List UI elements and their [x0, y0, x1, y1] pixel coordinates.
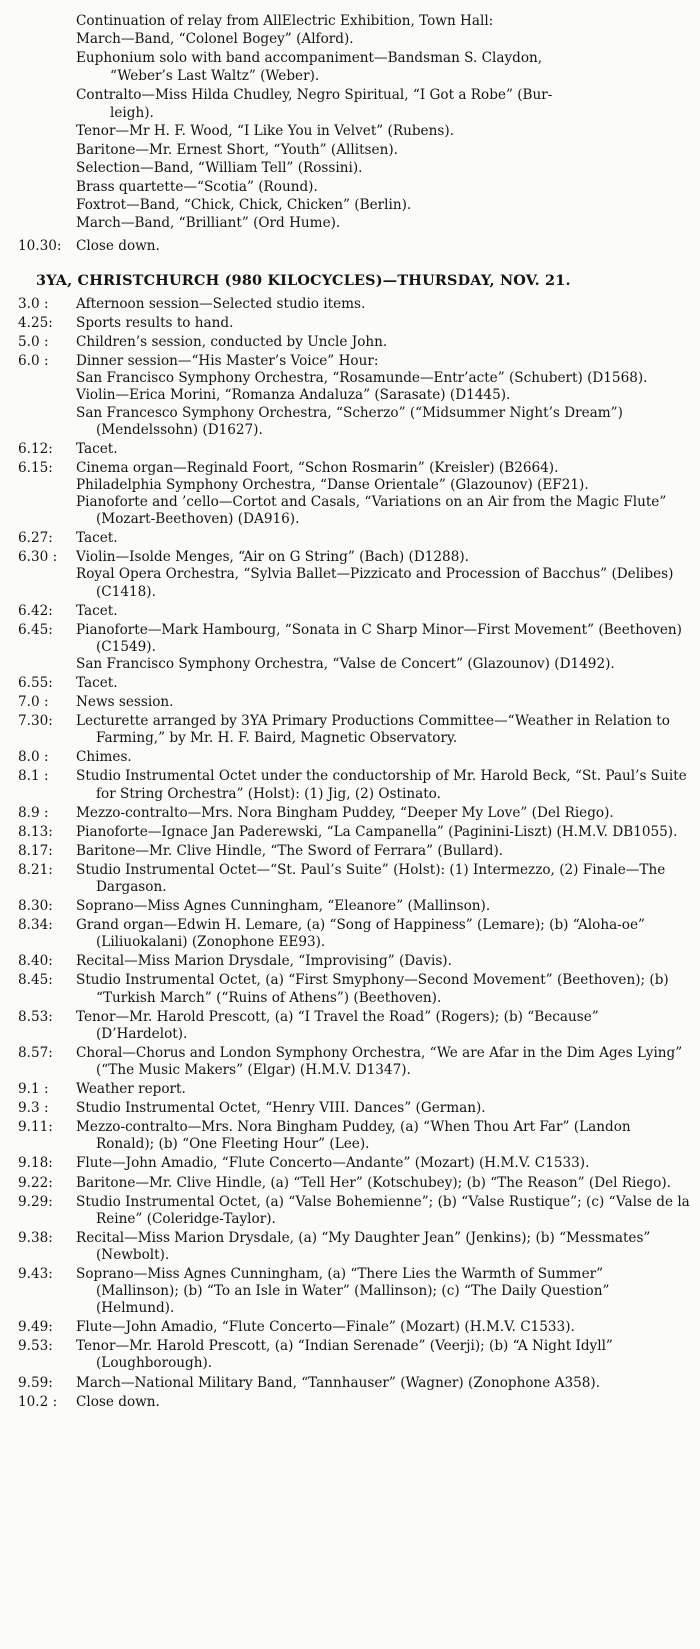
entry-body — [76, 1009, 690, 1043]
entry-time: 6.27: — [18, 530, 53, 547]
entry-time: 6.30 : — [18, 549, 58, 566]
schedule-entry — [18, 972, 690, 1006]
entry-time: 9.49: — [18, 1319, 53, 1336]
entry-paragraph: San Francisco Symphony Orchestra, “Rosamunde—Entr’acte” (Schubert) (D1568). — [76, 370, 648, 387]
schedule-entry — [18, 824, 690, 841]
entry-body — [76, 1230, 690, 1264]
entry-paragraph: Philadelphia Symphony Orchestra, “Danse Orientale” (Glazounov) (EF21). — [76, 476, 589, 493]
entry-body — [76, 1119, 690, 1153]
entry-paragraph: Tacet. — [76, 440, 118, 457]
entry-paragraph: Lecturette arranged by 3YA Primary Productions Committee—“Weather in Relation to Farming,” by Mr. H. F. Baird, Magnetic Observatory. — [76, 713, 670, 747]
entry-time: 7.0 : — [18, 694, 49, 711]
entry-body — [76, 296, 690, 313]
program-schedule — [18, 296, 690, 1413]
entry-time: 8.17: — [18, 842, 53, 859]
entry-paragraph: Pianoforte and ’cello—Cortot and Casals, “Variations on an Air from the Magic Flute” (Mozart-Beethoven) (DA916). — [76, 494, 667, 528]
relay-line: Baritone—Mr. Ernest Short, “Youth” (Allitsen). — [76, 141, 398, 158]
relay-line: Euphonium solo with band accompaniment—Bandsman S. Claydon, — [76, 49, 543, 66]
entry-body — [76, 460, 690, 528]
entry-time: 6.15: — [18, 459, 53, 476]
entry-body — [76, 1100, 690, 1117]
schedule-entry — [18, 603, 690, 620]
entry-time: 9.11: — [18, 1119, 53, 1136]
entry-paragraph: Choral—Chorus and London Symphony Orchestra, “We are Afar in the Dim Ages Lying” (“The Music Makers” (Elgar) (H.M.V. D1347). — [76, 1044, 683, 1078]
entry-body — [76, 622, 690, 673]
entry-paragraph: Violin—Erica Morini, “Romanza Andaluza” (Sarasate) (D1445). — [76, 387, 511, 404]
entry-paragraph: Cinema organ—Reginald Foort, “Schon Rosmarin” (Kreisler) (B2664). — [76, 459, 559, 476]
entry-time: 6.42: — [18, 602, 53, 619]
entry-time: 8.13: — [18, 823, 53, 840]
entry-paragraph: Studio Instrumental Octet—“St. Paul’s Suite” (Holst): (1) Intermezzo, (2) Finale—The Dargason. — [76, 861, 666, 895]
schedule-entry — [18, 460, 690, 528]
schedule-entry — [18, 843, 690, 860]
schedule-entry — [18, 1375, 690, 1392]
entry-paragraph: Studio Instrumental Octet, “Henry VIII. Dances” (German). — [76, 1100, 486, 1117]
schedule-entry — [18, 1119, 690, 1153]
schedule-entry — [18, 315, 690, 332]
entry-time: 8.57: — [18, 1044, 53, 1061]
entry-paragraph: Baritone—Mr. Clive Hindle, “The Sword of Ferrara” (Bullard). — [76, 842, 504, 859]
entry-time: 4.25: — [18, 315, 53, 332]
entry-paragraph: Recital—Miss Marion Drysdale, (a) “My Daughter Jean” (Jenkins); (b) “Messmates” (Newbolt). — [76, 1229, 651, 1263]
entry-body — [76, 1045, 690, 1079]
entry-body — [76, 1155, 690, 1172]
schedule-entry — [18, 530, 690, 547]
entry-body — [76, 441, 690, 458]
relay-section — [18, 12, 688, 255]
entry-paragraph: Soprano—Miss Agnes Cunningham, “Eleanore” (Mallinson). — [76, 898, 491, 915]
schedule-entry — [18, 1319, 690, 1336]
relay-line: Brass quartette—“Scotia” (Round). — [76, 178, 318, 195]
entry-time: 6.0 : — [18, 353, 49, 370]
entry-paragraph: San Francesco Symphony Orchestra, “Scherzo” (“Midsummer Night’s Dream”) (Mendelssohn) (D1627). — [76, 404, 623, 438]
entry-paragraph: Studio Instrumental Octet under the conductorship of Mr. Harold Beck, “St. Paul’s Suite for String Orchestra” (Holst): (1) Jig, (2) Ostinato. — [76, 768, 687, 802]
entry-paragraph: Grand organ—Edwin H. Lemare, (a) “Song of Happiness” (Lemare); (b) “Aloha-oe” (Liliuokalani) (Zonophone EE93). — [76, 917, 645, 951]
entry-paragraph: Recital—Miss Marion Drysdale, “Improvising” (Davis). — [76, 953, 452, 970]
schedule-entry — [18, 1194, 690, 1228]
entry-paragraph: Flute—John Amadio, “Flute Concerto—Finale” (Mozart) (H.M.V. C1533). — [76, 1319, 575, 1336]
entry-time: 8.34: — [18, 917, 53, 934]
entry-time: 8.30: — [18, 898, 53, 915]
entry-paragraph: Tacet. — [76, 674, 118, 691]
schedule-entry — [18, 1230, 690, 1264]
entry-body — [76, 843, 690, 860]
entry-time: 6.55: — [18, 674, 53, 691]
entry-paragraph: Pianoforte—Ignace Jan Paderewski, “La Campanella” (Paginini-Liszt) (H.M.V. DB1055). — [76, 823, 678, 840]
entry-body — [76, 1266, 690, 1317]
relay-line: “Weber’s Last Waltz” (Weber). — [110, 68, 320, 85]
relay-line: Continuation of relay from AllElectric Exhibition, Town Hall: — [76, 13, 494, 29]
entry-time: 8.1 : — [18, 768, 49, 785]
entry-paragraph: Chimes. — [76, 749, 132, 766]
entry-paragraph: March—National Military Band, “Tannhauser” (Wagner) (Zonophone A358). — [76, 1374, 601, 1391]
relay-line: Tenor—Mr H. F. Wood, “I Like You in Velvet” (Rubens). — [76, 123, 454, 140]
entry-body — [76, 713, 690, 747]
schedule-entry — [18, 296, 690, 313]
schedule-entry — [18, 694, 690, 711]
entry-time: 8.45: — [18, 972, 53, 989]
entry-paragraph: Afternoon session—Selected studio items. — [76, 296, 366, 312]
entry-body — [76, 1375, 690, 1392]
entry-time: 6.45: — [18, 621, 53, 638]
schedule-entry — [18, 917, 690, 951]
entry-body — [76, 334, 690, 351]
schedule-entry — [18, 1175, 690, 1192]
entry-body — [76, 694, 690, 711]
entry-time: 9.38: — [18, 1229, 53, 1246]
entry-body — [76, 1081, 690, 1098]
entry-body — [76, 953, 690, 970]
entry-time: 5.0 : — [18, 334, 49, 351]
entry-paragraph: Tacet. — [76, 530, 118, 547]
schedule-entry — [18, 1338, 690, 1372]
schedule-entry — [18, 749, 690, 766]
entry-body — [76, 1175, 690, 1192]
entry-time: 9.18: — [18, 1155, 53, 1172]
entry-body — [76, 353, 690, 438]
relay-line: Foxtrot—Band, “Chick, Chick, Chicken” (Berlin). — [76, 197, 412, 214]
entry-body — [76, 530, 690, 547]
entry-body — [76, 749, 690, 766]
entry-body — [76, 549, 690, 600]
schedule-entry — [18, 1155, 690, 1172]
entry-paragraph: Studio Instrumental Octet, (a) “Valse Bohemienne”; (b) “Valse Rustique”; (c) “Valse de la Reine” (Coleridge-Taylor). — [76, 1193, 690, 1227]
schedule-entry — [18, 1045, 690, 1079]
entry-paragraph: Mezzo-contralto—Mrs. Nora Bingham Puddey, “Deeper My Love” (Del Riego). — [76, 804, 614, 821]
entry-time: 9.43: — [18, 1265, 53, 1282]
entry-paragraph: Violin—Isolde Menges, “Air on G String” (Bach) (D1288). — [76, 549, 469, 566]
entry-paragraph: News session. — [76, 694, 174, 711]
schedule-entry — [18, 768, 690, 802]
schedule-entry — [18, 805, 690, 822]
entry-body — [76, 862, 690, 896]
entry-paragraph: Studio Instrumental Octet, (a) “First Smyphony—Second Movement” (Beethoven); (b) “Turkish March” (“Ruins of Athens”) (Beethoven). — [76, 972, 669, 1006]
entry-body — [76, 315, 690, 332]
entry-paragraph: Pianoforte—Mark Hambourg, “Sonata in C Sharp Minor—First Movement” (Beethoven) (C1549). — [76, 621, 682, 655]
entry-paragraph: Royal Opera Orchestra, “Sylvia Ballet—Pizzicato and Procession of Bacchus” (Delibes) (C1418). — [76, 566, 674, 600]
entry-paragraph: Close down. — [76, 1393, 160, 1410]
entry-time: 10.2 : — [18, 1393, 58, 1410]
entry-body — [76, 898, 690, 915]
station-heading: 3YA, CHRISTCHURCH (980 KILOCYCLES)—THURSDAY, NOV. 21. — [36, 272, 571, 289]
entry-time: 8.21: — [18, 861, 53, 878]
schedule-entry — [18, 334, 690, 351]
entry-paragraph: Baritone—Mr. Clive Hindle, (a) “Tell Her” (Kotschubey); (b) “The Reason” (Del Riego). — [76, 1174, 671, 1191]
relay-line: March—Band, “Colonel Bogey” (Alford). — [76, 31, 354, 48]
entry-body — [76, 768, 690, 802]
entry-paragraph: Children’s session, conducted by Uncle John. — [76, 334, 388, 351]
entry-paragraph: Tacet. — [76, 602, 118, 619]
entry-paragraph: Mezzo-contralto—Mrs. Nora Bingham Puddey, (a) “When Thou Art Far” (Landon Ronald); (b) “One Fleeting Hour” (Lee). — [76, 1119, 631, 1153]
entry-time: 8.9 : — [18, 804, 49, 821]
relay-line: March—Band, “Brilliant” (Ord Hume). — [76, 215, 341, 232]
entry-body — [76, 1319, 690, 1336]
entry-body — [76, 1394, 690, 1411]
entry-time: 8.0 : — [18, 749, 49, 766]
entry-paragraph: San Francisco Symphony Orchestra, “Valse de Concert” (Glazounov) (D1492). — [76, 655, 615, 672]
entry-body — [76, 972, 690, 1006]
entry-time: 9.53: — [18, 1338, 53, 1355]
entry-paragraph: Dinner session—“His Master’s Voice” Hour: — [76, 353, 379, 370]
entry-paragraph: Tenor—Mr. Harold Prescott, (a) “I Travel the Road” (Rogers); (b) “Because” (D’Hardelot). — [76, 1008, 599, 1042]
entry-time: 3.0 : — [18, 296, 49, 312]
schedule-entry — [18, 675, 690, 692]
entry-body — [76, 917, 690, 951]
entry-time: 9.3 : — [18, 1100, 49, 1117]
entry-time: 9.29: — [18, 1193, 53, 1210]
schedule-entry — [18, 862, 690, 896]
entry-body — [76, 603, 690, 620]
schedule-entry — [18, 353, 690, 438]
entry-paragraph: Weather report. — [76, 1081, 186, 1098]
relay-close-text: Close down. — [76, 237, 160, 254]
schedule-entry — [18, 549, 690, 600]
entry-paragraph: Soprano—Miss Agnes Cunningham, (a) “There Lies the Warmth of Summer” (Mallinson); (b) “To an Isle in Water” (Mallinson); (c) “The Daily Question” (Helmund). — [76, 1265, 610, 1317]
schedule-entry — [18, 1394, 690, 1411]
entry-body — [76, 824, 690, 841]
schedule-entry — [18, 713, 690, 747]
relay-line: Selection—Band, “William Tell” (Rossini). — [76, 160, 363, 177]
schedule-entry — [18, 622, 690, 673]
schedule-entry — [18, 1009, 690, 1043]
entry-body — [76, 675, 690, 692]
entry-time: 7.30: — [18, 713, 53, 730]
entry-body — [76, 1194, 690, 1228]
schedule-entry — [18, 1100, 690, 1117]
schedule-entry — [18, 898, 690, 915]
entry-time: 9.22: — [18, 1174, 53, 1191]
entry-body — [76, 1338, 690, 1372]
schedule-entry — [18, 1266, 690, 1317]
entry-body — [76, 805, 690, 822]
entry-time: 6.12: — [18, 440, 53, 457]
entry-time: 8.40: — [18, 953, 53, 970]
entry-time: 9.1 : — [18, 1081, 49, 1098]
relay-close-time: 10.30: — [18, 237, 62, 254]
schedule-entry — [18, 953, 690, 970]
entry-paragraph: Tenor—Mr. Harold Prescott, (a) “Indian Serenade” (Veerji); (b) “A Night Idyll” (Loughborough). — [76, 1338, 613, 1372]
schedule-entry — [18, 441, 690, 458]
relay-line: leigh). — [110, 105, 154, 122]
entry-time: 8.53: — [18, 1008, 53, 1025]
entry-paragraph: Flute—John Amadio, “Flute Concerto—Andante” (Mozart) (H.M.V. C1533). — [76, 1155, 590, 1172]
relay-line: Contralto—Miss Hilda Chudley, Negro Spiritual, “I Got a Robe” (Bur- — [76, 86, 553, 103]
entry-paragraph: Sports results to hand. — [76, 315, 234, 332]
schedule-entry — [18, 1081, 690, 1098]
relay-close-entry — [18, 237, 688, 255]
relay-program-list — [18, 12, 688, 233]
entry-time: 9.59: — [18, 1374, 53, 1391]
